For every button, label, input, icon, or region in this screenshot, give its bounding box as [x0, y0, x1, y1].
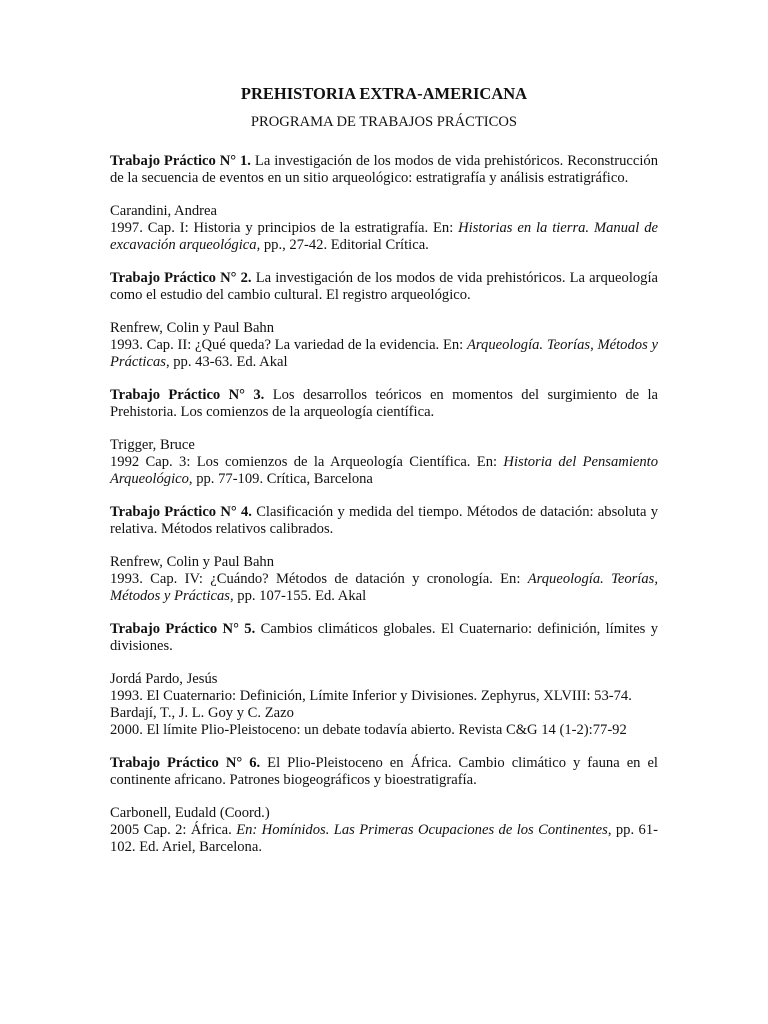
tp-3-text: Los desarrollos teóricos en momentos del surgimiento de la Prehistoria. Los comienzos de la arqueología científica.: [110, 387, 659, 420]
reference-citation: [110, 571, 658, 605]
reference-citation: [110, 337, 658, 371]
citation-title: Arqueología. Teorías, Métodos y Prácticas: [110, 571, 658, 604]
page-subtitle: PROGRAMA DE TRABAJOS PRÁCTICOS: [250, 114, 518, 130]
reference-author: Trigger, Bruce: [110, 437, 195, 453]
reference-author: Carbonell, Eudald (Coord.): [110, 805, 270, 821]
tp-2-label: Trabajo Práctico N° 2.: [110, 270, 252, 286]
document-page: [110, 84, 658, 872]
citation-text: 1993. Cap. IV: ¿Cuándo? Métodos de datación y cronología. En:: [110, 571, 528, 587]
citation-pages: , pp. 61-102. Ed. Ariel, Barcelona.: [110, 822, 658, 855]
tp-1-label: Trabajo Práctico N° 1.: [110, 153, 251, 169]
tp-2-description: [110, 270, 658, 304]
tp-6-label: Trabajo Práctico N° 6.: [110, 755, 261, 771]
reference-author: Renfrew, Colin y Paul Bahn: [110, 320, 275, 336]
tp-1-description: [110, 153, 658, 187]
tp-5-text: Cambios climáticos globales. El Cuaternario: definición, límites y divisiones.: [110, 621, 658, 654]
citation-title: En: Homínidos. Las Primeras Ocupaciones de los Continentes: [236, 822, 608, 838]
reference-citation: [110, 822, 658, 856]
citation-pages: , pp. 77-109. Crítica, Barcelona: [188, 471, 373, 487]
reference-citation: [110, 220, 658, 254]
citation-title: Historia del Pensamiento Arqueológico: [110, 454, 658, 487]
citation-title: Historias en la tierra. Manual de excavación arqueológica: [110, 220, 658, 253]
reference-citation: 2000. El límite Plio-Pleistoceno: un debate todavía abierto. Revista C&G 14 (1-2):77-92: [110, 722, 627, 738]
tp-4-reference: [110, 554, 658, 605]
tp-6-text: El Plio-Pleistoceno en África. Cambio climático y fauna en el continente africano. Patrones biogeográficos y bioestratigrafía.: [110, 755, 658, 788]
tp-5-label: Trabajo Práctico N° 5.: [110, 621, 256, 637]
citation-pages: , pp. 43-63. Ed. Akal: [165, 354, 288, 370]
citation-text: 1997. Cap. I: Historia y principios de la estratigrafía. En:: [110, 220, 459, 236]
page-title: PREHISTORIA EXTRA-AMERICANA: [240, 84, 528, 103]
tp-3-description: [110, 387, 658, 421]
tp-5-description: [110, 621, 658, 655]
tp-4-description: [110, 504, 658, 538]
tp-1-reference: [110, 203, 658, 254]
reference-author: Bardají, T., J. L. Goy y C. Zazo: [110, 705, 294, 721]
citation-text: 1993. Cap. II: ¿Qué queda? La variedad de la evidencia. En:: [110, 337, 467, 353]
tp-3-reference: [110, 437, 658, 488]
tp-5-reference-2: [110, 705, 658, 739]
tp-1-text: La investigación de los modos de vida prehistóricos. Reconstrucción de la secuencia de eventos en un sitio arqueológico: estratigrafía y análisis estratigráfico.: [110, 153, 658, 186]
citation-title: Arqueología. Teorías, Métodos y Prácticas: [110, 337, 658, 370]
reference-author: Renfrew, Colin y Paul Bahn: [110, 554, 275, 570]
reference-citation: [110, 454, 658, 488]
tp-4-text: Clasificación y medida del tiempo. Métodos de datación: absoluta y relativa. Métodos relativos calibrados.: [110, 504, 658, 537]
reference-citation: 1993. El Cuaternario: Definición, Límite Inferior y Divisiones. Zephyrus, XLVIII: 53-74.: [110, 688, 632, 704]
tp-4-label: Trabajo Práctico N° 4.: [110, 504, 252, 520]
tp-6-reference: [110, 805, 658, 856]
tp-3-label: Trabajo Práctico N° 3.: [110, 387, 265, 403]
citation-text: 1992 Cap. 3: Los comienzos de la Arqueología Científica. En:: [110, 454, 504, 470]
reference-author: Carandini, Andrea: [110, 203, 217, 219]
citation-text: 2005 Cap. 2: África.: [110, 822, 237, 838]
reference-author: Jordá Pardo, Jesús: [110, 671, 218, 687]
citation-pages: , pp., 27-42. Editorial Crítica.: [256, 237, 429, 253]
tp-6-description: [110, 755, 658, 789]
citation-pages: , pp. 107-155. Ed. Akal: [229, 588, 367, 604]
tp-2-text: La investigación de los modos de vida prehistóricos. La arqueología como el estudio del cambio cultural. El registro arqueológico.: [110, 270, 658, 303]
tp-5-reference-1: [110, 671, 658, 705]
tp-2-reference: [110, 320, 658, 371]
